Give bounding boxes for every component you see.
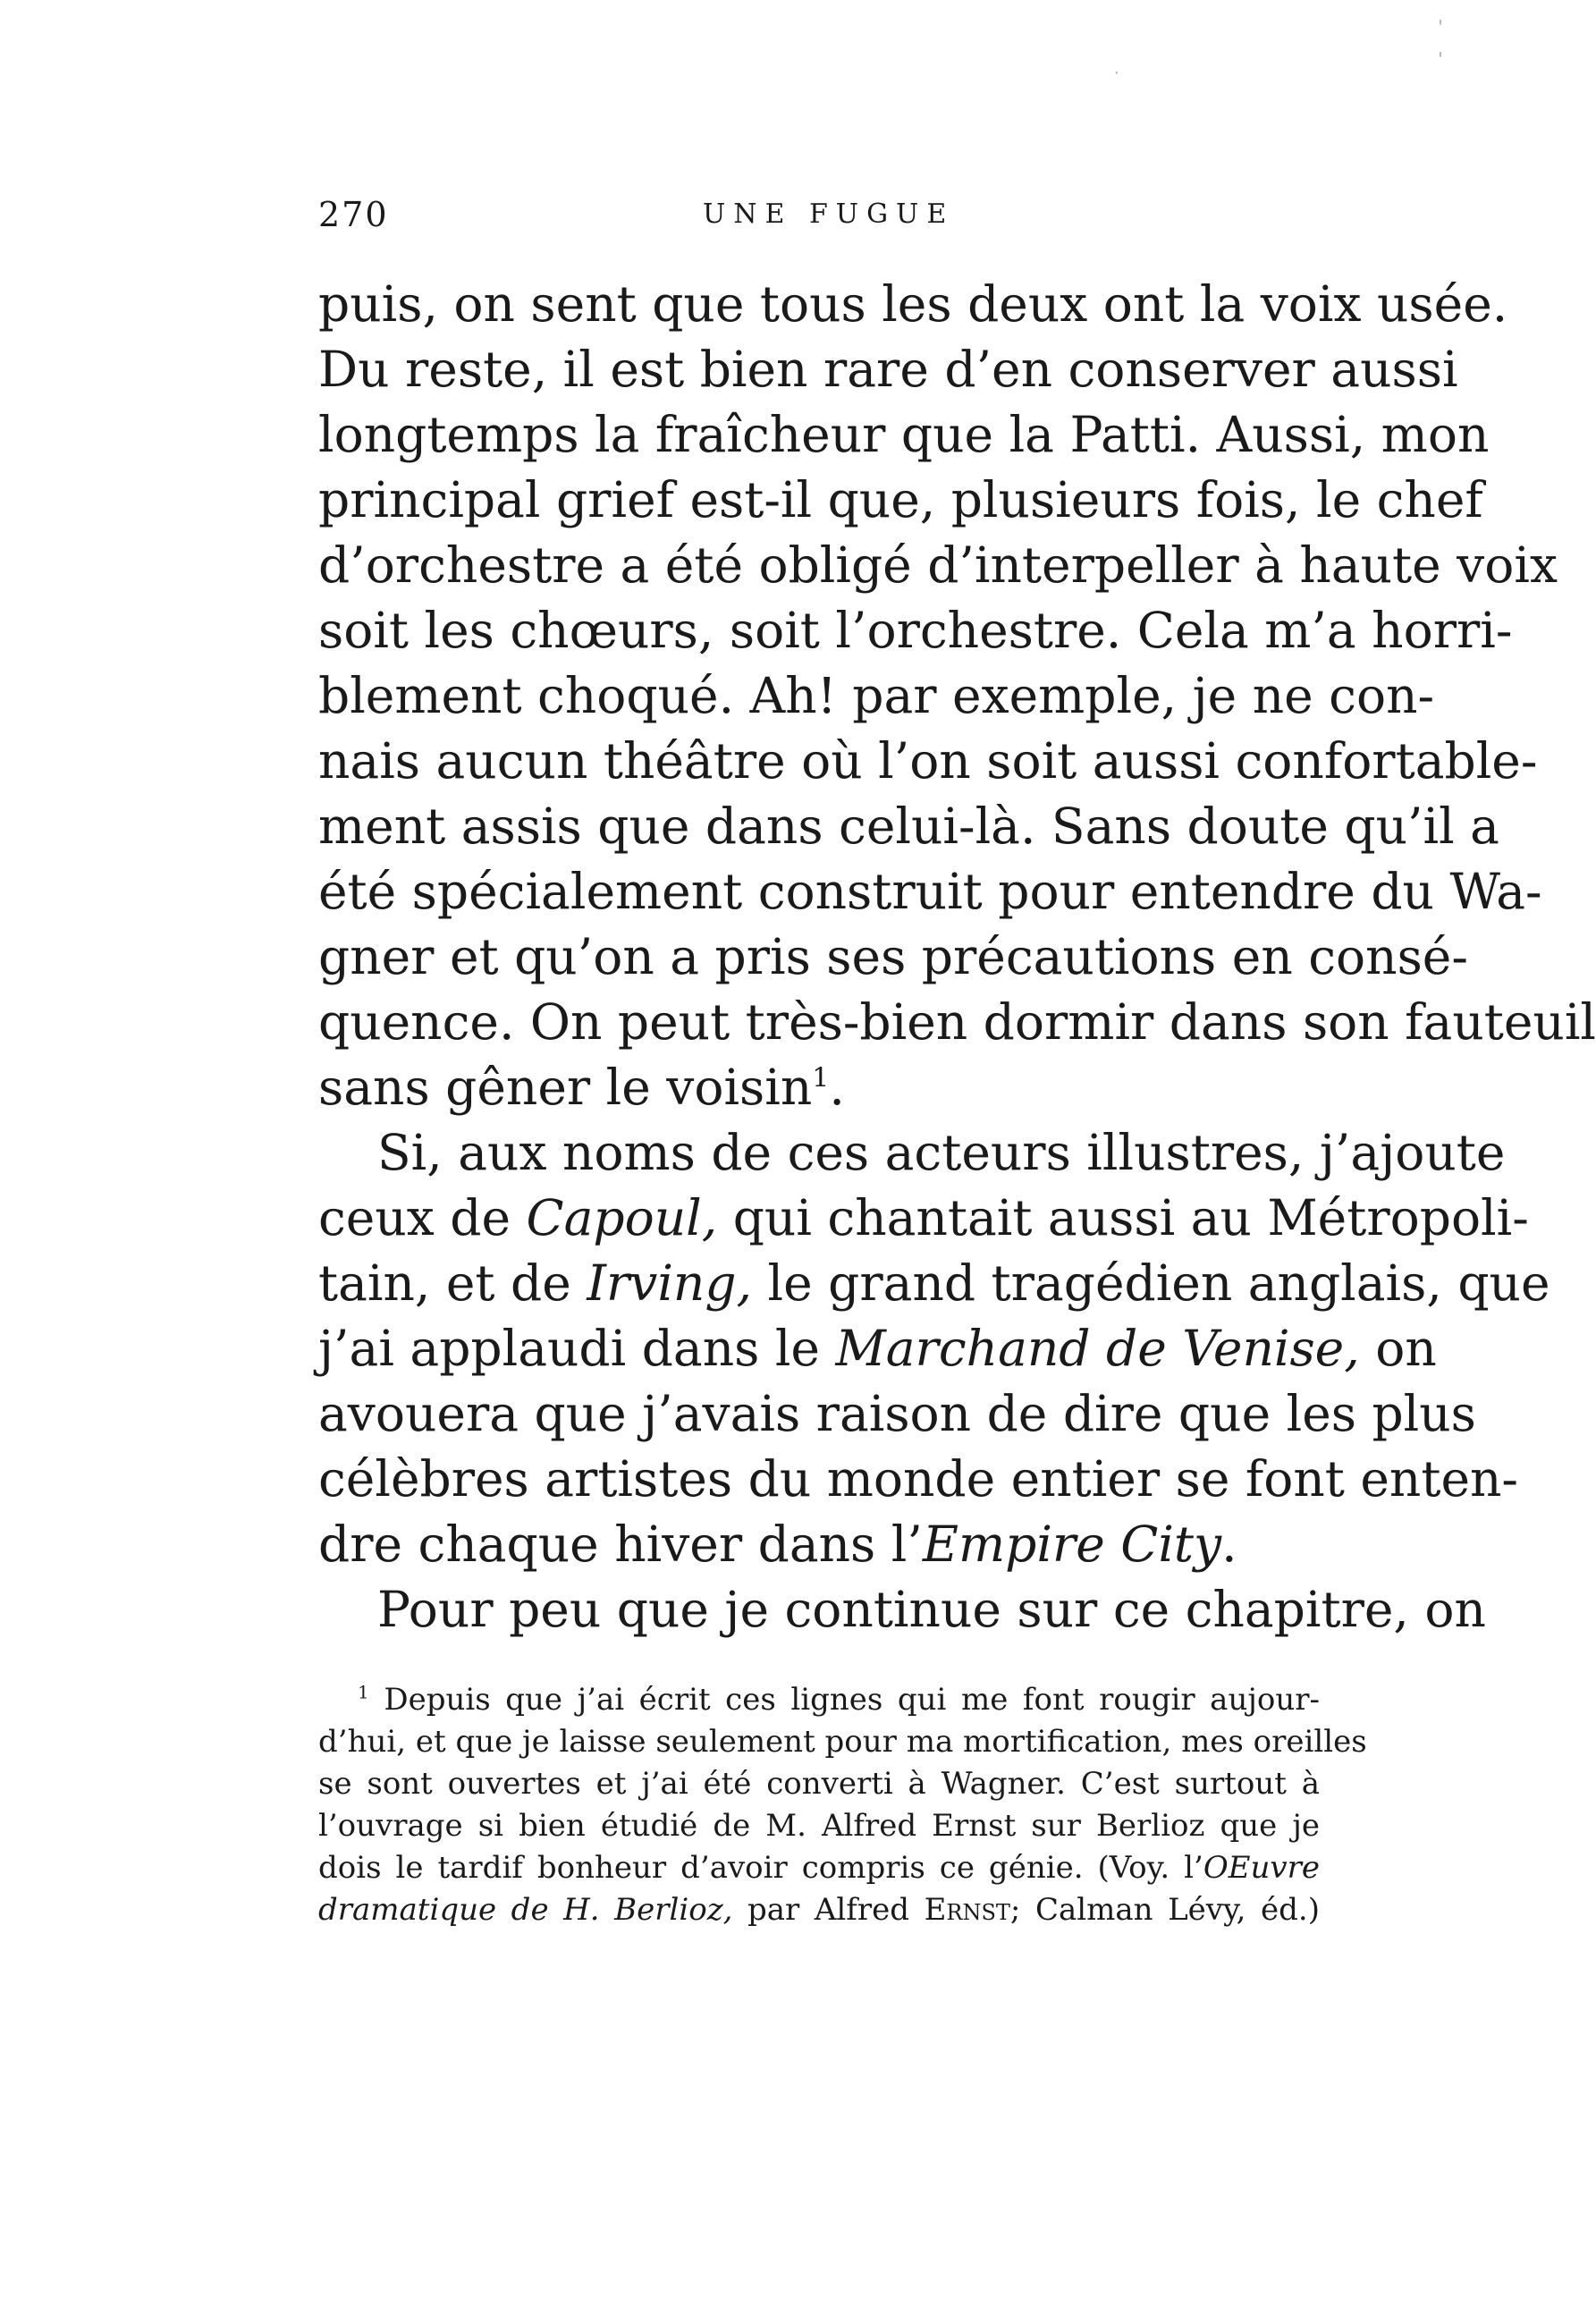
text-segment: sans gêner le voisin [318, 1059, 813, 1116]
page-header [318, 195, 1320, 249]
footnote-marker: 1 [358, 1681, 369, 1703]
italic-title: dramatique de H. Berlioz, [318, 1892, 733, 1928]
footnote-reference: 1 [812, 1062, 830, 1094]
running-title: UNE FUGUE [703, 198, 955, 230]
text-line: nais aucun théâtre où l’on soit aussi confortable- [318, 732, 1538, 790]
text-line-paragraph-end [318, 1055, 1320, 1120]
italic-place: Empire City [922, 1516, 1222, 1573]
text-line-paragraph-end [318, 1512, 1320, 1577]
text-line: gner et qu’on a pris ses précautions en consé- [318, 928, 1468, 985]
italic-title: Marchand de Venise, [835, 1320, 1360, 1377]
text-line [318, 1316, 1437, 1381]
text-line: avouera que j’avais raison de dire que les plus [318, 1385, 1476, 1442]
text-segment: par Alfred [747, 1892, 910, 1928]
text-segment: ; Calman Lévy, éd.) [1009, 1892, 1320, 1928]
text-line: célèbres artistes du monde entier se font enten- [318, 1450, 1518, 1507]
author-small-caps: Ernst [924, 1892, 1010, 1928]
footnote-line [318, 1847, 1320, 1889]
text-segment: le grand tragédien anglais, que [767, 1254, 1550, 1312]
text-segment: dois le tardif bonheur d’avoir compris ce génie. (Voy. l’ [318, 1850, 1203, 1886]
text-line: Du reste, il est bien rare d’en conserver aussi [318, 341, 1458, 398]
text-segment: tain, et de [318, 1254, 571, 1312]
footnote-line: l’ouvrage si bien étudié de M. Alfred Ernst sur Berlioz que je [318, 1808, 1320, 1844]
footnote [318, 1679, 1367, 1931]
text-segment: ceux de [318, 1189, 511, 1246]
text-line-paragraph-start: Pour peu que je continue sur ce chapitre, on [377, 1581, 1486, 1638]
text-line: puis, on sent que tous les deux ont la voix usée. [318, 275, 1508, 333]
text-segment: Depuis que j’ai écrit ces lignes qui me font rougir aujour- [384, 1682, 1321, 1718]
text-segment: on [1375, 1320, 1437, 1377]
footnote-line: d’hui, et que je laisse seulement pour ma mortification, mes oreilles [318, 1724, 1367, 1760]
page-number: 270 [318, 195, 389, 234]
text-line [318, 1186, 1529, 1251]
italic-title: OEuvre [1203, 1850, 1320, 1886]
text-segment: . [829, 1059, 845, 1116]
scan-edge-mark: ' [1435, 16, 1447, 38]
footnote-line [318, 1889, 1320, 1931]
text-line: longtemps la fraîcheur que la Patti. Aussi, mon [318, 406, 1490, 463]
body-text [318, 272, 1596, 1643]
text-segment: dre chaque hiver dans l’ [318, 1516, 923, 1573]
scan-dust-mark: · [1112, 64, 1121, 81]
text-segment: . [1221, 1516, 1237, 1573]
text-line [318, 1251, 1550, 1316]
text-line: été spécialement construit pour entendre du Wa- [318, 863, 1542, 920]
footnote-line [318, 1679, 1320, 1721]
text-line: soit les chœurs, soit l’orchestre. Cela m’a horri- [318, 602, 1513, 659]
text-line: principal grief est-il que, plusieurs fois, le chef [318, 471, 1483, 528]
text-segment: j’ai applaudi dans le [318, 1320, 820, 1377]
italic-name: Capoul, [526, 1189, 718, 1246]
footnote-line: se sont ouvertes et j’ai été converti à Wagner. C’est surtout à [318, 1766, 1320, 1802]
text-line: quence. On peut très-bien dormir dans son fauteuil [318, 993, 1596, 1051]
text-line-paragraph-start: Si, aux noms de ces acteurs illustres, j’ajoute [377, 1124, 1506, 1181]
scan-edge-mark: ' [1435, 48, 1447, 70]
text-line: blement choqué. Ah! par exemple, je ne con- [318, 667, 1435, 724]
text-line: ment assis que dans celui-là. Sans doute qu’il a [318, 798, 1499, 855]
text-segment: qui chantait aussi au Métropoli- [732, 1189, 1529, 1246]
text-line: d’orchestre a été obligé d’interpeller à haute voix [318, 536, 1558, 594]
italic-name: Irving, [587, 1254, 753, 1312]
